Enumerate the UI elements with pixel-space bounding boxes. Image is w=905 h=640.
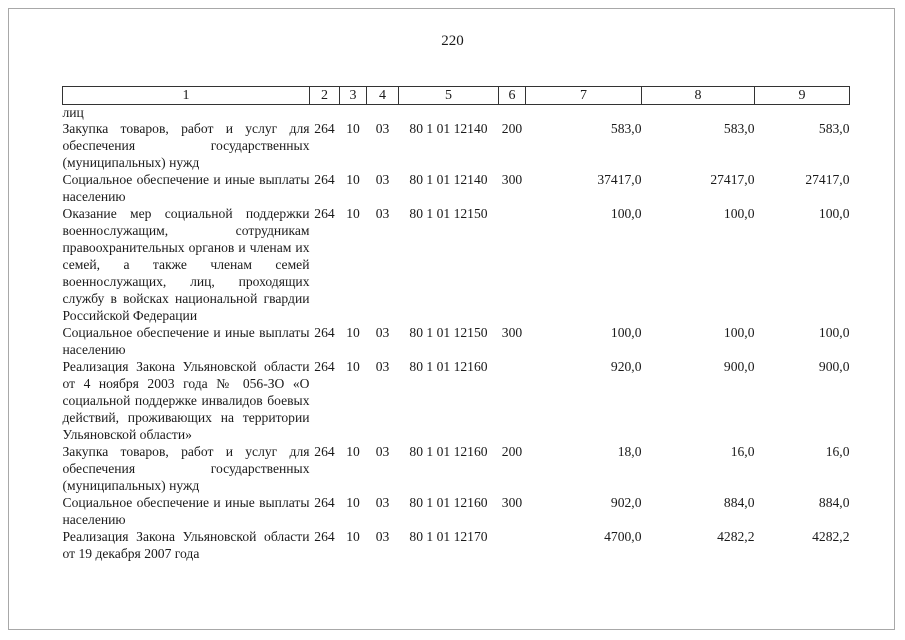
cell-department: 264 xyxy=(314,529,335,544)
table-row xyxy=(63,528,850,562)
cell-target-article: 80 1 01 12150 xyxy=(409,325,488,340)
column-header-8: 8 xyxy=(642,87,755,105)
cell-amount-year-3: 16,0 xyxy=(825,444,850,459)
cell-amount-year-2: 27417,0 xyxy=(710,172,755,187)
cell-amount-year-3: 900,0 xyxy=(818,359,850,374)
row-description: Социальное обеспечение и иные выплаты населению xyxy=(62,172,310,204)
column-header-4: 4 xyxy=(367,87,399,105)
cell-department: 264 xyxy=(314,444,335,459)
cell-section: 10 xyxy=(346,529,360,544)
cell-amount-year-2: 100,0 xyxy=(723,206,755,221)
cell-target-article: 80 1 01 12160 xyxy=(409,444,488,459)
cell-expense-type: 200 xyxy=(501,121,523,136)
cell-amount-year-2: 16,0 xyxy=(730,444,755,459)
cell-amount-year-2: 884,0 xyxy=(723,495,755,510)
page-number: 220 xyxy=(441,33,464,49)
cell-section: 10 xyxy=(346,495,360,510)
cell-section: 10 xyxy=(346,172,360,187)
row-description: Закупка товаров, работ и услуг для обеспечения государственных (муниципальных) нужд xyxy=(62,444,310,493)
column-header-6: 6 xyxy=(499,87,526,105)
cell-amount-year-3: 27417,0 xyxy=(805,172,850,187)
cell-department: 264 xyxy=(314,325,335,340)
cell-amount-year-1: 902,0 xyxy=(610,495,642,510)
cell-amount-year-1: 18,0 xyxy=(617,444,642,459)
cell-amount-year-1: 4700,0 xyxy=(604,529,642,544)
cell-target-article: 80 1 01 12140 xyxy=(409,172,488,187)
cell-amount-year-1: 37417,0 xyxy=(597,172,642,187)
row-description: Реализация Закона Ульяновской области от 19 декабря 2007 года xyxy=(62,529,310,561)
cell-expense-type: 300 xyxy=(501,172,523,187)
cell-expense-type: 200 xyxy=(501,444,523,459)
cell-subsection: 03 xyxy=(375,325,390,340)
cell-department: 264 xyxy=(314,359,335,374)
cell-section: 10 xyxy=(346,444,360,459)
cell-expense-type xyxy=(499,528,526,562)
cell-subsection: 03 xyxy=(375,121,390,136)
row-description: Социальное обеспечение и иные выплаты населению xyxy=(62,325,310,357)
budget-table xyxy=(62,86,850,562)
cell-subsection: 03 xyxy=(375,529,390,544)
continuation-text: лиц xyxy=(62,105,84,120)
row-description: Оказание мер социальной поддержки военнослужащим, сотрудникам правоохранительных органов и членам их семей, а также членам семей военнослужащих, лиц, проходящих службу в войсках национальной гвардии Российской Федерации xyxy=(62,206,310,323)
cell-section: 10 xyxy=(346,325,360,340)
cell-section: 10 xyxy=(346,206,360,221)
cell-section: 10 xyxy=(346,121,360,136)
row-description: Закупка товаров, работ и услуг для обеспечения государственных (муниципальных) нужд xyxy=(62,121,310,170)
cell-department: 264 xyxy=(314,121,335,136)
cell-subsection: 03 xyxy=(375,172,390,187)
cell-target-article: 80 1 01 12150 xyxy=(409,206,488,221)
cell-amount-year-3: 583,0 xyxy=(818,121,850,136)
column-header-1: 1 xyxy=(63,87,310,105)
cell-department: 264 xyxy=(314,495,335,510)
cell-target-article: 80 1 01 12160 xyxy=(409,359,488,374)
cell-amount-year-1: 583,0 xyxy=(610,121,642,136)
table-row xyxy=(63,443,850,494)
cell-amount-year-2: 900,0 xyxy=(723,359,755,374)
cell-target-article: 80 1 01 12140 xyxy=(409,121,488,136)
cell-expense-type: 300 xyxy=(501,325,523,340)
cell-subsection: 03 xyxy=(375,444,390,459)
cell-amount-year-2: 4282,2 xyxy=(717,529,755,544)
cell-expense-type xyxy=(499,358,526,443)
cell-department: 264 xyxy=(314,206,335,221)
column-header-9: 9 xyxy=(755,87,850,105)
column-header-2: 2 xyxy=(310,87,340,105)
cell-department: 264 xyxy=(314,172,335,187)
cell-amount-year-3: 100,0 xyxy=(818,206,850,221)
continuation-row xyxy=(63,105,850,121)
cell-expense-type xyxy=(499,205,526,324)
cell-subsection: 03 xyxy=(375,359,390,374)
cell-amount-year-3: 884,0 xyxy=(818,495,850,510)
cell-target-article: 80 1 01 12170 xyxy=(409,529,488,544)
cell-section: 10 xyxy=(346,359,360,374)
table-row xyxy=(63,171,850,205)
row-description: Реализация Закона Ульяновской области от 4 ноября 2003 года № 056-ЗО «О социальной поддержке инвалидов боевых действий, проживающих на территории Ульяновской области» xyxy=(62,359,310,442)
table-row xyxy=(63,358,850,443)
column-header-7: 7 xyxy=(526,87,642,105)
table-row xyxy=(63,494,850,528)
cell-amount-year-2: 583,0 xyxy=(723,121,755,136)
cell-expense-type: 300 xyxy=(501,495,523,510)
cell-target-article: 80 1 01 12160 xyxy=(409,495,488,510)
cell-subsection: 03 xyxy=(375,495,390,510)
header-row xyxy=(63,87,850,105)
table-row xyxy=(63,205,850,324)
table-row xyxy=(63,324,850,358)
cell-amount-year-2: 100,0 xyxy=(723,325,755,340)
cell-amount-year-1: 100,0 xyxy=(610,206,642,221)
cell-amount-year-1: 100,0 xyxy=(610,325,642,340)
table-row xyxy=(63,120,850,171)
cell-subsection: 03 xyxy=(375,206,390,221)
column-header-5: 5 xyxy=(399,87,499,105)
cell-amount-year-3: 4282,2 xyxy=(812,529,850,544)
cell-amount-year-3: 100,0 xyxy=(818,325,850,340)
row-description: Социальное обеспечение и иные выплаты населению xyxy=(62,495,310,527)
column-header-3: 3 xyxy=(340,87,367,105)
cell-amount-year-1: 920,0 xyxy=(610,359,642,374)
